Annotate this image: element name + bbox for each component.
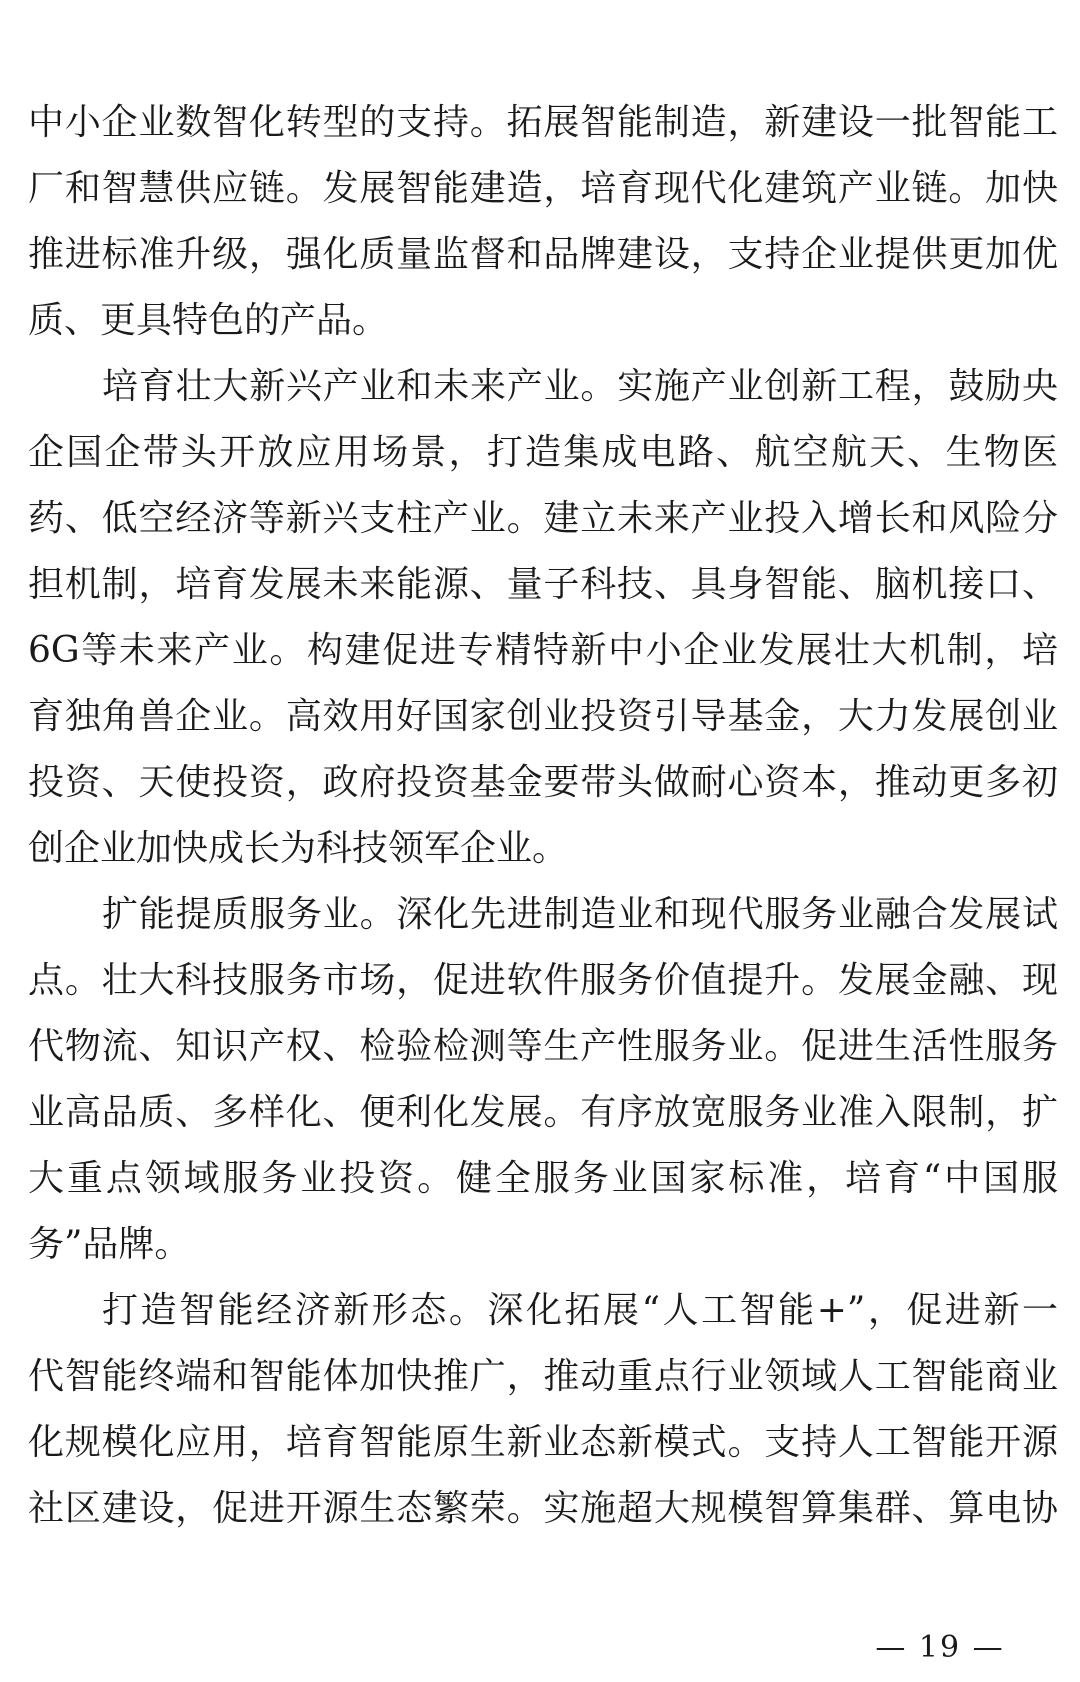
text-line: 担机制，培育发展未来能源、量子科技、具身智能、脑机接口、 [28,564,1058,605]
text-line: 代物流、知识产权、检验检测等生产性服务业。促进生活性服务 [28,1026,1058,1067]
text-line: 育独角兽企业。高效用好国家创业投资引导基金，大力发展创业 [28,696,1058,737]
text-line: 创企业加快成长为科技领军企业。 [28,828,569,869]
text-line: 大重点领域服务业投资。健全服务业国家标准，培育“中国服 [28,1158,1058,1199]
text-line: 务”品牌。 [28,1224,191,1265]
text-line: 代智能终端和智能体加快推广，推动重点行业领域人工智能商业 [28,1356,1058,1397]
text-line: 化规模化应用，培育智能原生新业态新模式。支持人工智能开源 [28,1422,1058,1463]
text-line: 6G等未来产业。构建促进专精特新中小企业发展壮大机制，培 [28,630,1058,671]
text-line: 业高品质、多样化、便利化发展。有序放宽服务业准入限制，扩 [28,1092,1058,1133]
text-line: 推进标准升级，强化质量监督和品牌建设，支持企业提供更加优 [28,234,1058,275]
text-line: 企国企带头开放应用场景，打造集成电路、航空航天、生物医 [28,432,1058,473]
text-line: 点。壮大科技服务市场，促进软件服务价值提升。发展金融、现 [28,960,1058,1001]
text-line: 质、更具特色的产品。 [28,300,389,341]
paragraph-first-line: 培育壮大新兴产业和未来产业。实施产业创新工程，鼓励央 [102,366,1058,407]
text-line: 厂和智慧供应链。发展智能建造，培育现代化建筑产业链。加快 [28,168,1058,209]
paragraph-first-line: 打造智能经济新形态。深化拓展“人工智能+”，促进新一 [102,1290,1058,1331]
text-line: 药、低空经济等新兴支柱产业。建立未来产业投入增长和风险分 [28,498,1058,539]
text-line: 投资、天使投资，政府投资基金要带头做耐心资本，推动更多初 [28,762,1058,803]
text-line: 中小企业数智化转型的支持。拓展智能制造，新建设一批智能工 [28,102,1058,143]
paragraph-first-line: 扩能提质服务业。深化先进制造业和现代服务业融合发展试 [102,894,1058,935]
page-number: — 19 — [875,1630,1005,1665]
text-line: 社区建设，促进开源生态繁荣。实施超大规模智算集群、算电协 [28,1488,1058,1529]
